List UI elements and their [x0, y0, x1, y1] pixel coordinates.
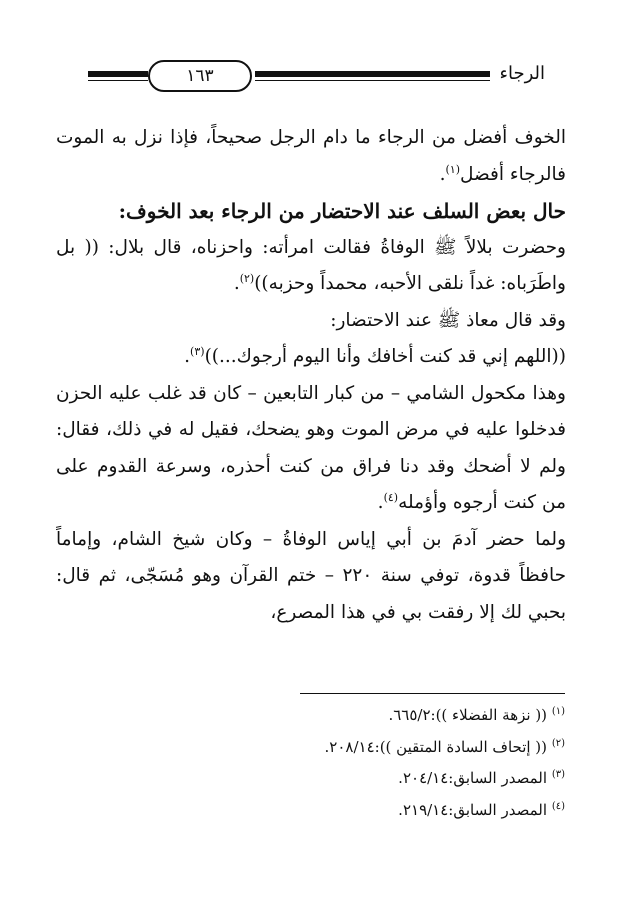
paragraph-2: وحضرت بلالاً ﷺ الوفاةُ فقالت امرأته: واحزناه، قال بلال: (( بل واطَرَباه: غداً نلقى الأحبه، محمداً وحزبه))$^{(٢)}$. [56, 236, 566, 294]
paragraph-3: وقد قال معاذ ﷺ عند الاحتضار: [330, 309, 566, 331]
page-header [70, 58, 545, 92]
page-number: ١٦٣ [148, 60, 252, 92]
header-rule-right [255, 71, 490, 77]
main-text [56, 120, 566, 631]
footnote-ref-2[interactable]: (٢) [239, 271, 255, 285]
footnote-ref-4[interactable]: (٤) [383, 490, 399, 504]
running-title: الرجاء [499, 63, 545, 84]
paragraph-4: ((اللهم إني قد كنت أخافك وأنا اليوم أرجوك...))$^{(٣)}$. [184, 344, 566, 367]
section-heading: حال بعض السلف عند الاحتضار من الرجاء بعد الخوف: [118, 199, 566, 223]
footnote-ref-3[interactable]: (٣) [190, 344, 205, 358]
paragraph-1: الخوف أفضل من الرجاء ما دام الرجل صحيحاً، فإذا نزل به الموت فالرجاء أفضل$^{(١)}$. [56, 127, 566, 185]
footnote-separator [300, 693, 565, 694]
footnote-1: $^{(١)}$ (( نزهة الفضلاء )):٦٦٥/٢. [388, 706, 565, 724]
footnote-4: $^{(٤)}$ المصدر السابق:٢١٩/١٤. [398, 800, 565, 819]
paragraph-5: وهذا مكحول الشامي – من كبار التابعين – كان قد غلب عليه الحزن فدخلوا عليه في مرض الموت وهو يضحك، فقيل له في ذلك، فقال: ولم لا أضحك وقد دنا فراق من كنت أحذره، وسرعة القدوم على من كنت أرجوه وأؤمله$^{(٤)}$. [56, 382, 566, 513]
header-rule-left [88, 71, 148, 77]
footnote-2: $^{(٢)}$ (( إتحاف السادة المتقين )):٢٠٨/١٤. [324, 737, 565, 756]
footnotes [300, 700, 565, 826]
header-thin-rule-left [88, 80, 148, 81]
footnote-3: $^{(٣)}$ المصدر السابق:٢٠٤/١٤. [398, 769, 565, 787]
paragraph-6: ولما حضر آدمَ بن أبي إياس الوفاةُ – وكان شيخ الشام، وإماماً حافظاً قدوة، توفي سنة ٢٢٠ – ختم القرآن وهو مُسَجّى، ثم قال: بحبي لك إلا رفقت بي في هذا المصرع، [56, 528, 567, 623]
header-thin-rule-right [255, 80, 490, 81]
footnote-ref-1[interactable]: (١) [445, 162, 460, 176]
